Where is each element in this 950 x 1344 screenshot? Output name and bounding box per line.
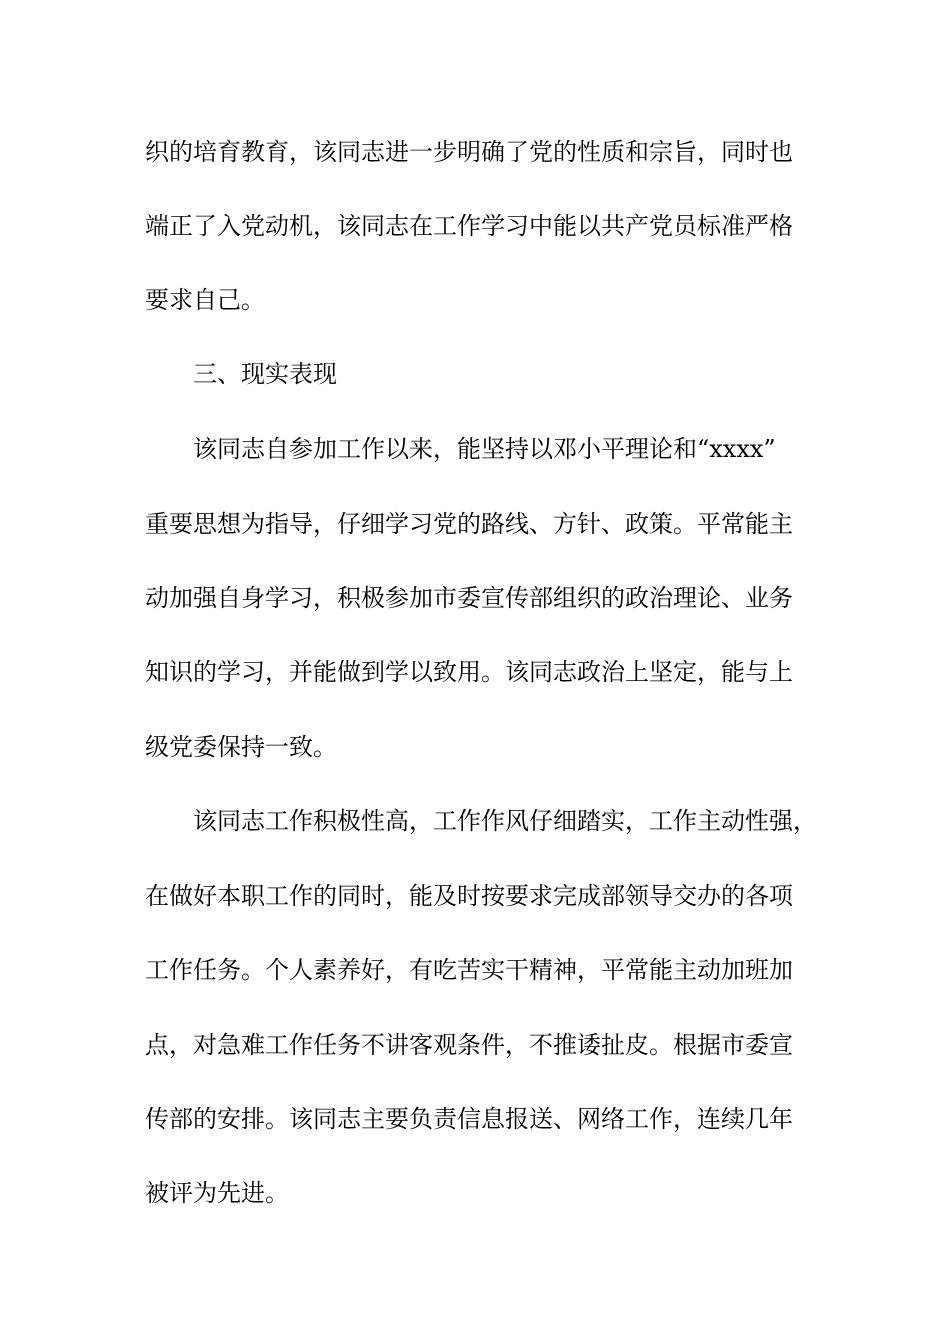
text-line: 点，对急难工作任务不讲客观条件，不推诿扯皮。根据市委宣 bbox=[145, 1031, 793, 1059]
text-line: 被评为先进。 bbox=[145, 1179, 289, 1207]
text-line: 该同志自参加工作以来，能坚持以邓小平理论和“xxxx” bbox=[193, 435, 776, 463]
text-line: 知识的学习，并能做到学以致用。该同志政治上坚定，能与上 bbox=[145, 658, 793, 686]
text-line: 工作任务。个人素养好，有吃苦实干精神，平常能主动加班加 bbox=[145, 956, 793, 984]
section-heading: 三、现实表现 bbox=[193, 360, 337, 388]
text-line: 在做好本职工作的同时，能及时按要求完成部领导交办的各项 bbox=[145, 882, 793, 910]
text-line: 级党委保持一致。 bbox=[145, 733, 337, 761]
text-line: 动加强自身学习，积极参加市委宣传部组织的政治理论、业务 bbox=[145, 584, 793, 612]
text-line: 织的培育教育，该同志进一步明确了党的性质和宗旨，同时也 bbox=[145, 138, 793, 166]
text-line: 要求自己。 bbox=[145, 286, 265, 314]
text-line: 端正了入党动机，该同志在工作学习中能以共产党员标准严格 bbox=[145, 212, 793, 240]
text-line: 传部的安排。该同志主要负责信息报送、网络工作，连续几年 bbox=[145, 1105, 793, 1133]
text-line: 重要思想为指导，仔细学习党的路线、方针、政策。平常能主 bbox=[145, 510, 793, 538]
text-line: 该同志工作积极性高，工作作风仔细踏实，工作主动性强， bbox=[193, 807, 817, 835]
